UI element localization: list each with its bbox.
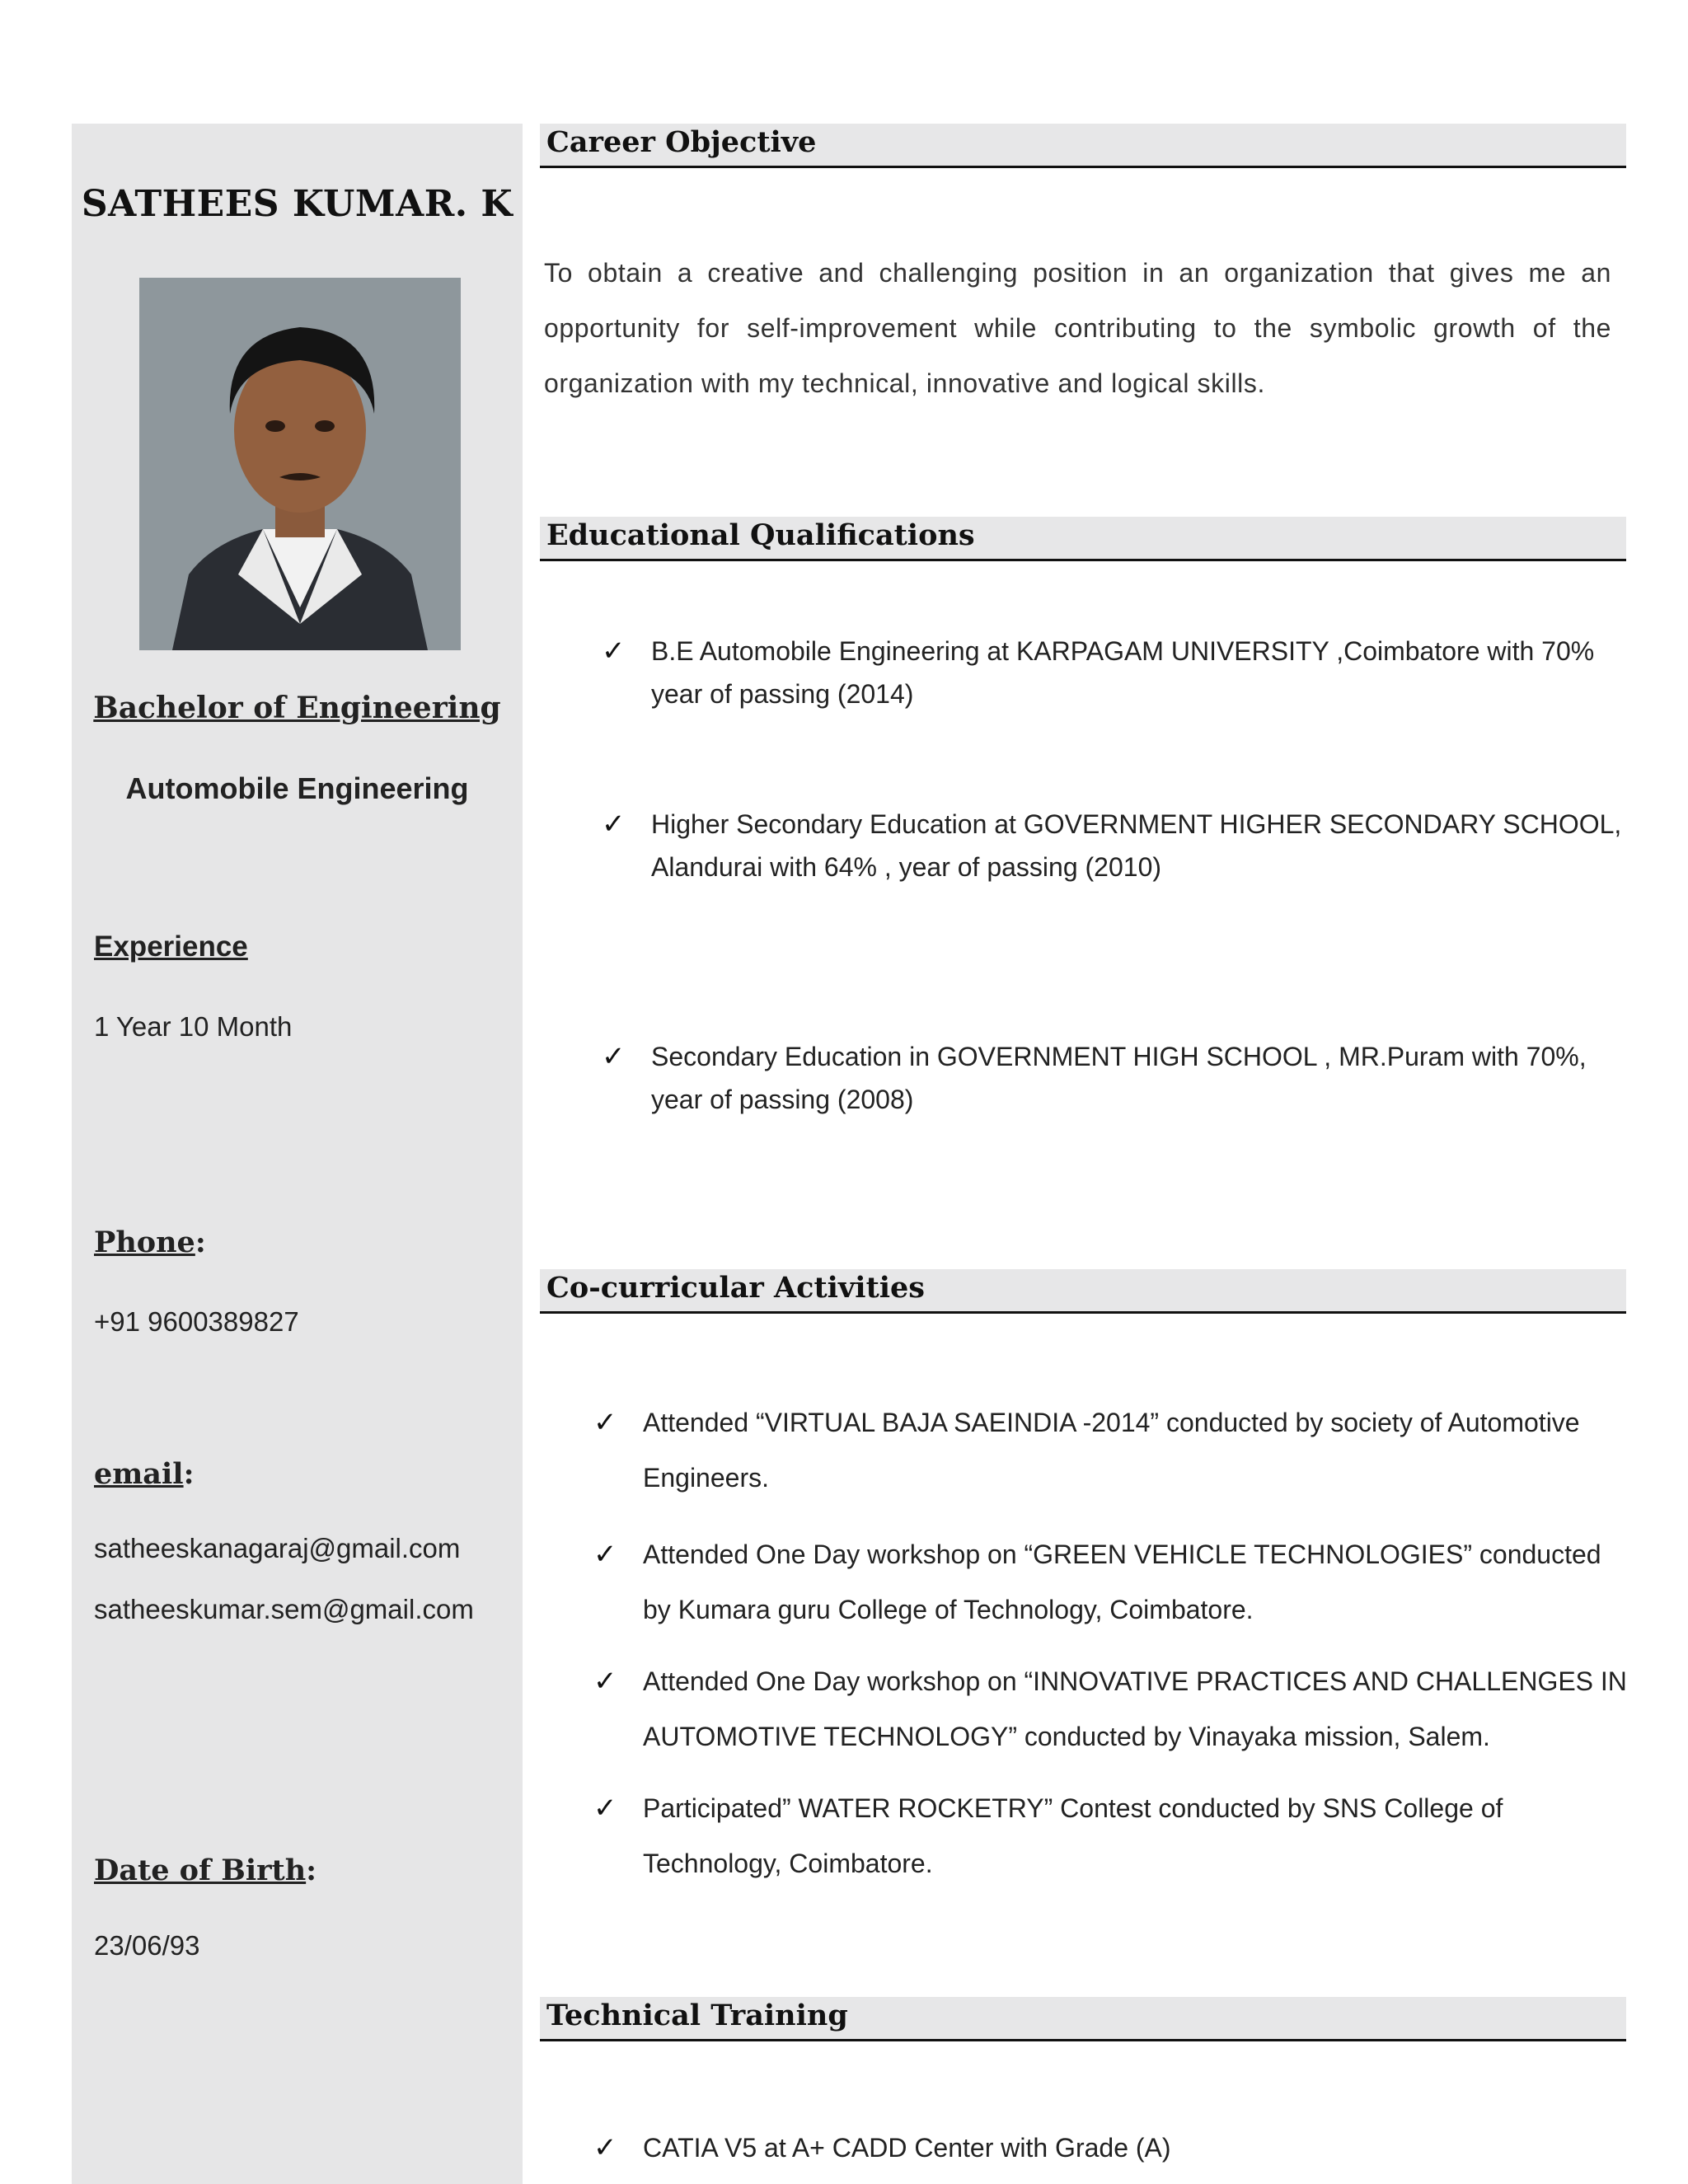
dob-label: Date of Birth: [94,1854,317,1887]
email-value-2[interactable]: satheeskumar.sem@gmail.com [94,1594,474,1624]
branch-title: Automobile Engineering [125,771,469,805]
email-label: email: [94,1457,195,1491]
check-mark-icon: ✓ [593,2132,617,2163]
technical-training-header [540,1997,1626,2041]
portrait-illustration [139,278,461,650]
education-header [540,517,1626,561]
section-title: Career Objective [546,125,817,159]
candidate-name: SATHEES KUMAR. K [81,183,513,225]
phone-label: Phone: [94,1226,206,1259]
section-title: Educational Qualifications [546,518,975,552]
dob-value: 23/06/93 [94,1930,200,1961]
check-mark-icon: ✓ [593,1793,617,1824]
experience-label: Experience [94,930,248,963]
experience-value: 1 Year 10 Month [94,1011,293,1042]
cocurricular-header [540,1269,1626,1314]
check-mark-icon: ✓ [593,1666,617,1697]
degree-title: Bachelor of Engineering [93,691,501,725]
check-mark-icon: ✓ [593,1407,617,1438]
check-mark-icon: ✓ [602,808,626,840]
section-title: Technical Training [546,1999,848,2032]
career-objective-text: To obtain a creative and challenging position in an organization that gives me an opportunity for self-improvement while contributing to the symbolic growth of the organization with my technical, innovative and logical skills. [544,258,1611,398]
email-value-1[interactable]: satheeskanagaraj@gmail.com [94,1533,461,1563]
profile-photo [139,278,461,650]
section-title: Co-curricular Activities [546,1271,926,1305]
check-mark-icon: ✓ [602,1041,626,1072]
check-mark-icon: ✓ [602,635,626,667]
phone-value: +91 9600389827 [94,1306,299,1337]
check-mark-icon: ✓ [593,1539,617,1570]
career-objective-header [540,124,1626,168]
profile-sidebar [72,124,523,2184]
